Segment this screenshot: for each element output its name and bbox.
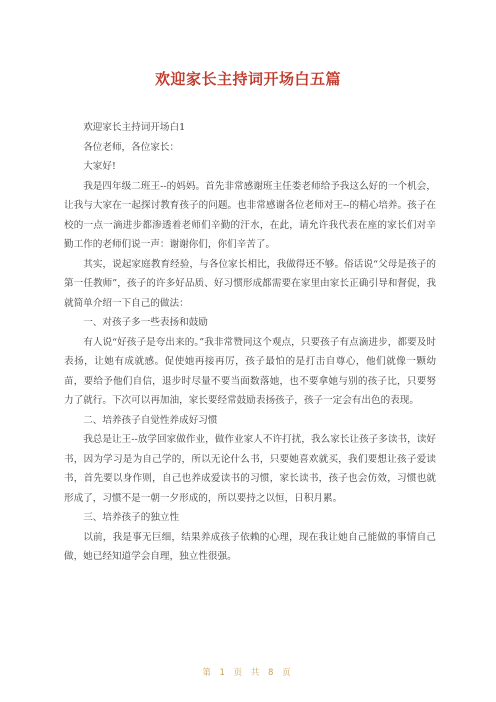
document-body [64, 118, 436, 567]
paragraph-heading-1: 欢迎家长主持词开场白1 [83, 122, 186, 133]
paragraph-greeting: 大家好! [83, 161, 116, 172]
document-title: 欢迎家长主持词开场白五篇 [154, 70, 341, 88]
paragraph-habits: 我总是让王--放学回家做作业，做作业家人不许打扰，我么家长让孩子多读书，读好书，因为学习是为自己学的，所以无论什么书，只要她喜欢就买，我们要想让孩子爱读书，首先要以身作则，自己也养成爱读书的习惯，家长读书，孩子也会仿效，习惯也就形成了，习惯不是一朝一夕形成的，所以要持之以恒，日积月累。 [64, 434, 436, 504]
section-heading-1: 一、对孩子多一些表扬和鼓励 [83, 317, 208, 328]
paragraph-experience: 其实，说起家庭教育经验，与各位家长相比，我做得还不够。俗话说“父母是孩子的第一任教师”，孩子的许多好品质、好习惯形成都需要在家里由家长正确引导和督促，我就简单介绍一下自己的做法： [64, 258, 436, 309]
section-heading-2: 二、培养孩子自觉性养成好习惯 [83, 414, 218, 426]
paragraph-salutation: 各位老师，各位家长： [83, 141, 180, 153]
paragraph-independence: 以前，我是事无巨细，结果养成孩子依赖的心理，现在我让她自己能做的事情自己做，她已经知道学会自理，独立性很强。 [64, 531, 436, 562]
page-number: 第 1 页 共 8 页 [202, 668, 294, 678]
paragraph-praise: 有人说“好孩子是夸出来的。”我非常赞同这个观点，只要孩子有点滴进步，都要及时表扬，让她有成就感。促使她再接再厉，孩子最怕的是打击自尊心，他们就像一颗幼苗，要给予他们自信，退步时尽量不要当面数落她，也不要拿她与别的孩子比，只要努力了就行。下次可以再加油，家长要经常鼓励表扬孩子，孩子一定会有出色的表现。 [64, 336, 436, 406]
paragraph-intro: 我是四年级二班王--的妈妈。首先非常感谢班主任娄老师给予我这么好的一个机会，让我与大家在一起探讨教育孩子的问题。也非常感谢各位老师对王--的精心培养。孩子在校的一点一滴进步都渗透着老师们辛勤的汗水，在此，请允许我代表在座的家长们对辛勤工作的老师们说一声：谢谢你们，你们辛苦了。 [64, 180, 436, 250]
section-heading-3: 三、培养孩子的独立性 [83, 512, 180, 523]
